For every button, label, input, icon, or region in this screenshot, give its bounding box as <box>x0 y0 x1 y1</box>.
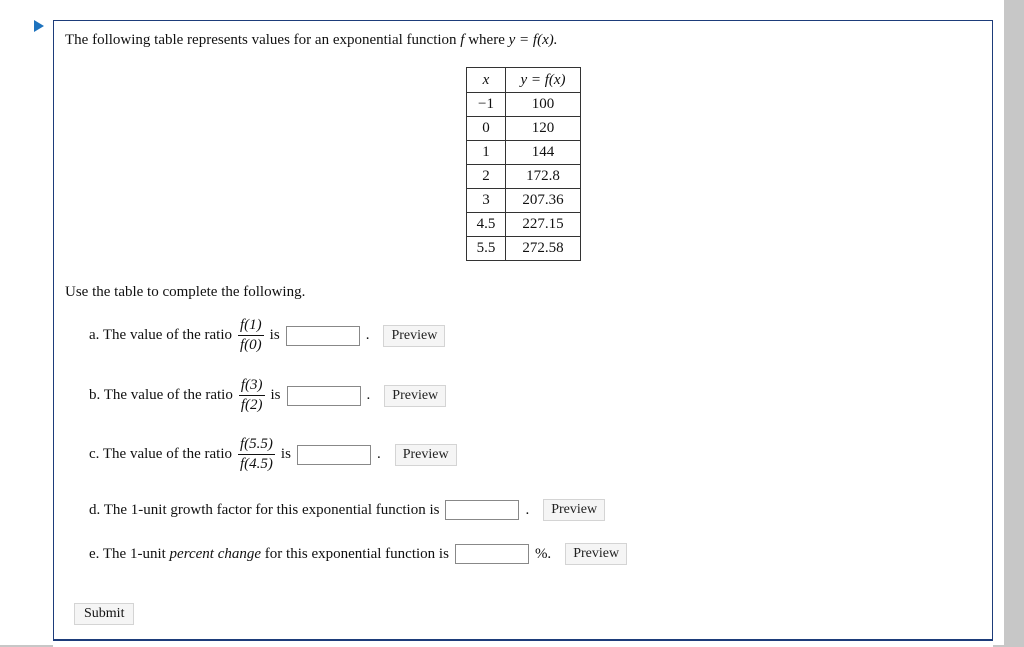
question-e-emphasis: percent change <box>169 545 262 562</box>
percent-text: %. <box>534 545 552 562</box>
question-e <box>89 543 627 565</box>
answer-b-input[interactable] <box>287 386 361 406</box>
preview-b-button[interactable]: Preview <box>384 385 446 407</box>
table-cell-y: 272.58 <box>506 237 581 261</box>
left-gutter <box>0 0 18 645</box>
problem-panel <box>53 20 993 640</box>
submit-button[interactable]: Submit <box>74 603 134 625</box>
table-row <box>467 93 581 117</box>
intro-where: where <box>468 32 505 48</box>
question-e-text: e. The 1-unit <box>89 545 166 562</box>
table-row <box>467 237 581 261</box>
table-cell-x: 2 <box>467 165 506 189</box>
preview-a-button[interactable]: Preview <box>383 325 445 347</box>
question-a <box>89 317 445 354</box>
intro-equation: y = f(x). <box>508 32 558 48</box>
period-text: . <box>525 501 530 518</box>
table-cell-x: 0 <box>467 117 506 141</box>
question-a-text: a. The value of the ratio <box>89 327 232 343</box>
table-cell-y: 144 <box>506 141 581 165</box>
values-table <box>466 67 581 261</box>
next-panel-edge <box>53 639 993 647</box>
question-b <box>89 377 446 414</box>
ratio-fraction <box>238 436 275 473</box>
preview-c-button[interactable]: Preview <box>395 444 457 466</box>
table-cell-y: 227.15 <box>506 213 581 237</box>
question-c-text: c. The value of the ratio <box>89 446 232 462</box>
table-cell-y: 207.36 <box>506 189 581 213</box>
intro-text: The following table represents values for an exponential function <box>65 32 457 48</box>
period-text: . <box>366 387 371 403</box>
table-header-row <box>467 68 581 93</box>
instructions-text: Use the table to complete the following. <box>65 284 306 300</box>
preview-d-button[interactable]: Preview <box>543 499 605 521</box>
ratio-numerator: f(5.5) <box>238 436 275 455</box>
question-d-text: d. The 1-unit growth factor for this exponential function is <box>89 501 440 518</box>
table-row <box>467 213 581 237</box>
intro-function-name: f <box>460 32 465 48</box>
table-header-x: x <box>467 68 506 93</box>
answer-d-input[interactable] <box>445 500 519 520</box>
table-cell-x: 3 <box>467 189 506 213</box>
question-b-text: b. The value of the ratio <box>89 387 233 403</box>
answer-c-input[interactable] <box>297 445 371 465</box>
table-row <box>467 165 581 189</box>
ratio-numerator: f(1) <box>238 317 264 336</box>
ratio-fraction <box>238 317 264 354</box>
ratio-denominator: f(0) <box>240 337 262 353</box>
table-row <box>467 117 581 141</box>
table-cell-y: 172.8 <box>506 165 581 189</box>
question-d <box>89 499 605 521</box>
table-header-y: y = f(x) <box>506 68 581 93</box>
ratio-fraction <box>239 377 265 414</box>
table-cell-x: 4.5 <box>467 213 506 237</box>
period-text: . <box>365 327 370 343</box>
collapse-arrow-icon[interactable] <box>34 20 44 32</box>
ratio-denominator: f(2) <box>240 397 263 413</box>
problem-intro <box>65 32 557 49</box>
table-cell-x: −1 <box>467 93 506 117</box>
table-cell-y: 100 <box>506 93 581 117</box>
table-row <box>467 141 581 165</box>
table-cell-y: 120 <box>506 117 581 141</box>
ratio-numerator: f(3) <box>239 377 265 396</box>
preview-e-button[interactable]: Preview <box>565 543 627 565</box>
is-text: is <box>280 446 291 462</box>
answer-a-input[interactable] <box>286 326 360 346</box>
table-cell-x: 1 <box>467 141 506 165</box>
table-row <box>467 189 581 213</box>
is-text: is <box>270 387 281 403</box>
question-c <box>89 436 457 473</box>
scrollbar-track[interactable] <box>1004 0 1024 645</box>
is-text: is <box>269 327 280 343</box>
period-text: . <box>376 446 381 462</box>
table-cell-x: 5.5 <box>467 237 506 261</box>
answer-e-input[interactable] <box>455 544 529 564</box>
ratio-denominator: f(4.5) <box>240 456 273 472</box>
question-e-suffix: for this exponential function is <box>264 545 449 562</box>
